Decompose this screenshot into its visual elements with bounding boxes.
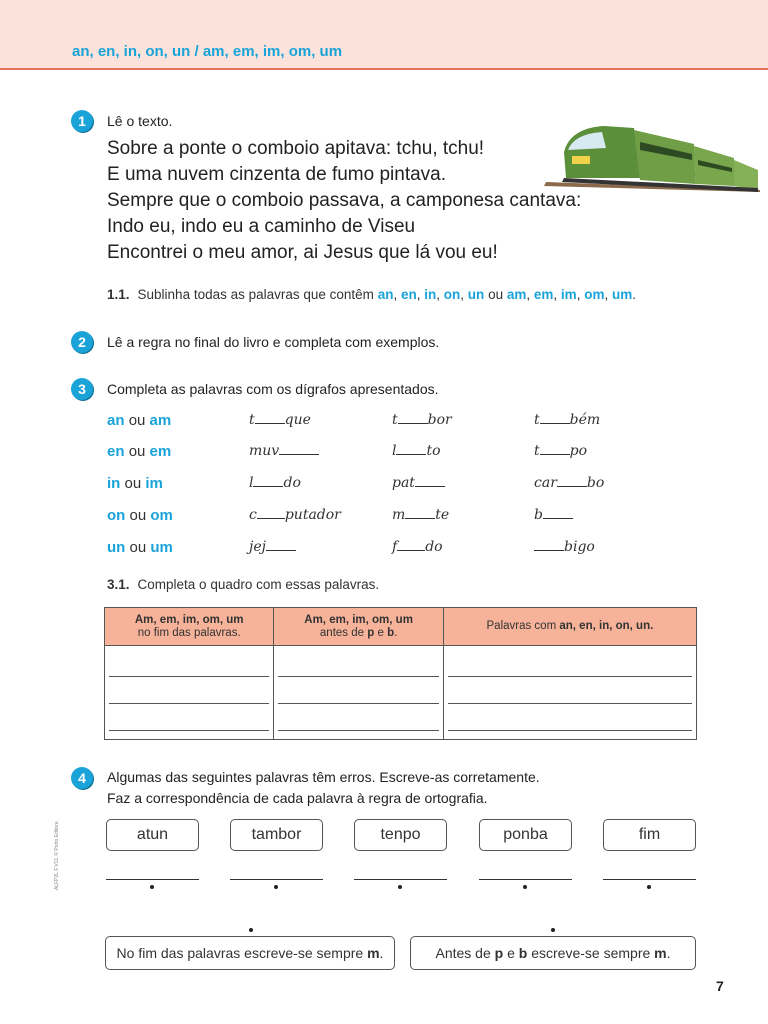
digraph: en bbox=[400, 287, 417, 302]
poem-line: Sempre que o comboio passava, a camponesa cantava: bbox=[107, 190, 582, 211]
digraph: im bbox=[560, 287, 577, 302]
exercise-4-number: 4 bbox=[71, 767, 93, 789]
fill-word[interactable]: c putador bbox=[249, 507, 341, 523]
exercise-4-instruction-2: Faz a correspondência de cada palavra à regra de ortografia. bbox=[107, 790, 488, 806]
digraph: an bbox=[377, 287, 394, 302]
word-box: tenpo bbox=[354, 819, 447, 851]
or-word: ou bbox=[488, 287, 504, 302]
digraph: um bbox=[611, 287, 633, 302]
digraph-row-label bbox=[107, 507, 173, 524]
table-cell[interactable] bbox=[105, 646, 274, 740]
digraph-a: un bbox=[107, 539, 126, 556]
table-header: Am, em, im, om, um no fim das palavras. bbox=[105, 608, 274, 646]
or-word: ou bbox=[129, 507, 147, 524]
match-dot[interactable] bbox=[647, 885, 651, 889]
digraph-a: on bbox=[107, 507, 126, 524]
word-box: atun bbox=[106, 819, 199, 851]
digraph: em bbox=[533, 287, 554, 302]
fill-word[interactable]: t po bbox=[534, 443, 588, 459]
exercise-3-instruction: Completa as palavras com os dígrafos apresentados. bbox=[107, 381, 439, 397]
fill-word[interactable]: muv bbox=[249, 443, 319, 459]
exercise-1-number: 1 bbox=[71, 110, 93, 132]
table-cell[interactable] bbox=[274, 646, 443, 740]
match-dot[interactable] bbox=[398, 885, 402, 889]
sub-text: Completa o quadro com essas palavras. bbox=[137, 577, 380, 592]
or-word: ou bbox=[128, 443, 146, 460]
exercise-1-1: 1.1. Sublinha todas as palavras que contêm an, en, in, on, un ou am, em, im, om, um. bbox=[107, 287, 636, 302]
digraph: am bbox=[506, 287, 527, 302]
word-box: fim bbox=[603, 819, 696, 851]
digraph: om bbox=[584, 287, 605, 302]
exercise-3-1 bbox=[107, 577, 379, 592]
rule-box-before-pb: Antes de p e b escreve-se sempre m. bbox=[410, 936, 696, 970]
word-box: ponba bbox=[479, 819, 572, 851]
digraph-row-label bbox=[107, 539, 173, 556]
poem-line: Sobre a ponte o comboio apitava: tchu, tchu! bbox=[107, 138, 485, 159]
fill-word[interactable]: b bbox=[534, 507, 573, 523]
fill-word[interactable]: bigo bbox=[534, 539, 595, 555]
sub-number: 3.1. bbox=[107, 577, 130, 592]
digraph-b: om bbox=[150, 507, 173, 524]
or-word: ou bbox=[124, 475, 142, 492]
fill-word[interactable]: f do bbox=[392, 539, 443, 555]
digraph: in bbox=[424, 287, 437, 302]
poem-line: E uma nuvem cinzenta de fumo pintava. bbox=[107, 164, 447, 185]
train-illustration bbox=[544, 120, 762, 192]
exercise-2-number: 2 bbox=[71, 331, 93, 353]
fill-word[interactable]: t bém bbox=[534, 412, 601, 428]
exercise-4-instruction-1: Algumas das seguintes palavras têm erros. Escreve-as corretamente. bbox=[107, 769, 540, 785]
table-cell[interactable] bbox=[443, 646, 696, 740]
poem-line: Indo eu, indo eu a caminho de Viseu bbox=[107, 216, 416, 237]
answer-line[interactable] bbox=[106, 879, 199, 880]
exercise-3-number: 3 bbox=[71, 378, 93, 400]
exercise-1-instruction: Lê o texto. bbox=[107, 113, 173, 129]
digraph-row-label bbox=[107, 475, 163, 492]
fill-word[interactable]: car bo bbox=[534, 475, 605, 491]
page-number: 7 bbox=[716, 978, 724, 994]
answer-line[interactable] bbox=[230, 879, 323, 880]
fill-word[interactable]: l do bbox=[249, 475, 301, 491]
sub-text: Sublinha todas as palavras que contêm bbox=[137, 287, 374, 302]
digraph-b: um bbox=[150, 539, 173, 556]
match-dot[interactable] bbox=[274, 885, 278, 889]
sub-number: 1.1. bbox=[107, 287, 130, 302]
answer-line[interactable] bbox=[354, 879, 447, 880]
digraph-row-label bbox=[107, 443, 171, 460]
sort-table bbox=[104, 607, 697, 740]
fill-word[interactable]: l to bbox=[392, 443, 441, 459]
poem-line: Encontrei o meu amor, ai Jesus que lá vou eu! bbox=[107, 242, 498, 263]
match-dot[interactable] bbox=[150, 885, 154, 889]
page-title: an, en, in, on, un / am, em, im, om, um bbox=[72, 43, 343, 60]
fill-word[interactable]: t bor bbox=[392, 412, 452, 428]
table-header: Palavras com an, en, in, on, un. bbox=[443, 608, 696, 646]
digraph-b: im bbox=[145, 475, 163, 492]
fill-word[interactable]: m te bbox=[392, 507, 450, 523]
table-header: Am, em, im, om, um antes de p e b. bbox=[274, 608, 443, 646]
digraph-a: en bbox=[107, 443, 125, 460]
fill-word[interactable]: pat bbox=[392, 475, 445, 491]
answer-line[interactable] bbox=[603, 879, 696, 880]
answer-line[interactable] bbox=[479, 879, 572, 880]
or-word: ou bbox=[129, 539, 147, 556]
exercise-2-instruction: Lê a regra no final do livro e completa com exemplos. bbox=[107, 334, 440, 350]
fill-word[interactable]: jej bbox=[249, 539, 296, 555]
digraph-a: in bbox=[107, 475, 121, 492]
digraph: on bbox=[443, 287, 461, 302]
copyright-side-text: ALFP2L.F.VCL © Porto Editora bbox=[54, 821, 60, 890]
match-dot[interactable] bbox=[249, 928, 253, 932]
match-dot[interactable] bbox=[523, 885, 527, 889]
or-word: ou bbox=[128, 412, 146, 429]
poem bbox=[107, 136, 581, 266]
digraph-a: an bbox=[107, 412, 125, 429]
digraph-b: am bbox=[149, 412, 172, 429]
digraph-b: em bbox=[149, 443, 172, 460]
digraph-row-label bbox=[107, 412, 171, 429]
word-box: tambor bbox=[230, 819, 323, 851]
digraph: un bbox=[467, 287, 485, 302]
fill-word[interactable]: t que bbox=[249, 412, 311, 428]
rule-box-end: No fim das palavras escreve-se sempre m. bbox=[105, 936, 395, 970]
match-dot[interactable] bbox=[551, 928, 555, 932]
